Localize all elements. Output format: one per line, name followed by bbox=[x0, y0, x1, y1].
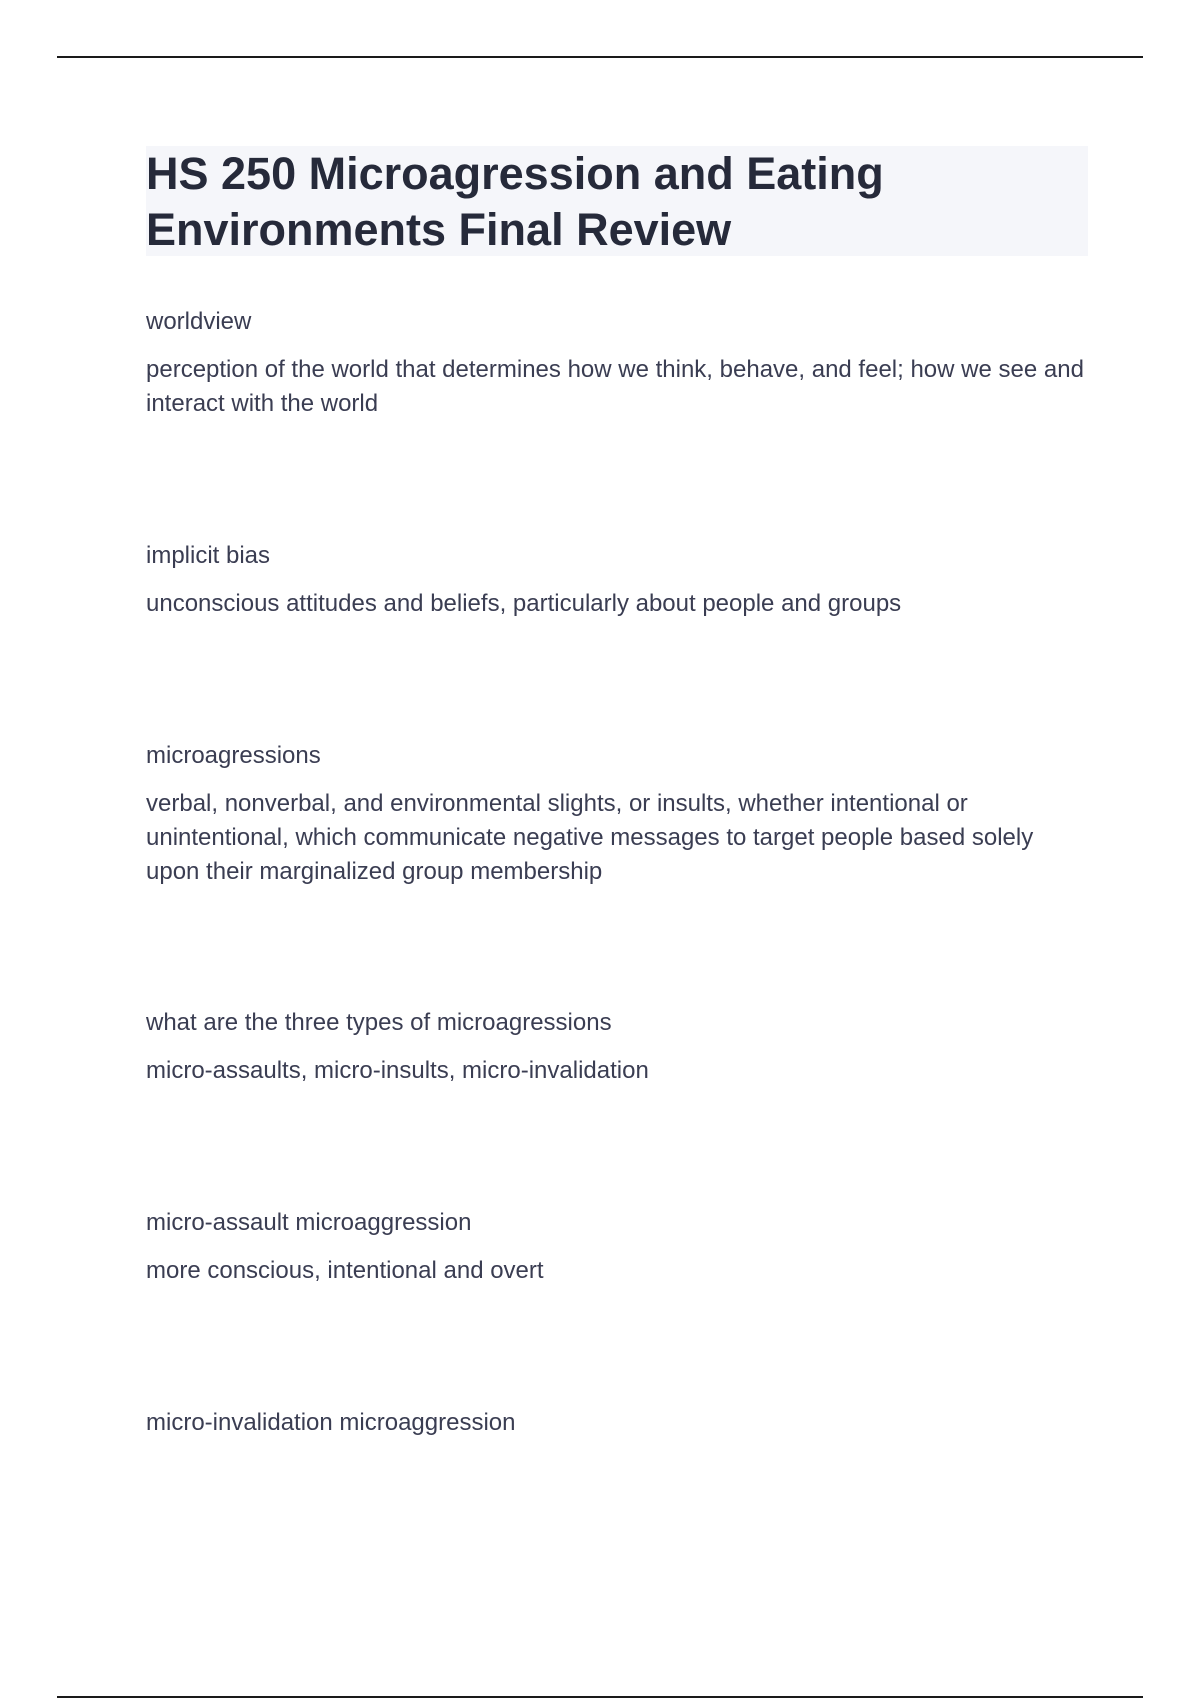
top-rule bbox=[57, 56, 1143, 58]
card-term: worldview bbox=[146, 308, 252, 335]
card-definition: micro-assaults, micro-insults, micro-invalidation bbox=[146, 1057, 649, 1084]
card-term: micro-invalidation microaggression bbox=[146, 1409, 516, 1436]
document-title: HS 250 Microagression and Eating Environments Final Review bbox=[146, 148, 884, 255]
flashcard-microagressions bbox=[146, 741, 1086, 889]
card-term: what are the three types of microagressions bbox=[146, 1009, 612, 1036]
card-definition: more conscious, intentional and overt bbox=[146, 1257, 544, 1284]
card-term: microagressions bbox=[146, 742, 321, 769]
flashcard-micro-invalidation bbox=[146, 1408, 1086, 1454]
bottom-rule bbox=[57, 1696, 1143, 1698]
card-term: implicit bias bbox=[146, 542, 271, 569]
flashcard-three-types bbox=[146, 1008, 1086, 1088]
title-block bbox=[146, 146, 1088, 256]
card-term: micro-assault microaggression bbox=[146, 1209, 472, 1236]
flashcard-micro-assault bbox=[146, 1208, 1086, 1288]
flashcard-implicit-bias bbox=[146, 541, 1086, 621]
card-definition: verbal, nonverbal, and environmental slights, or insults, whether intentional or unintentional, which communicate negative messages to target people based solely upon their marginalized group membership bbox=[146, 790, 1034, 885]
card-definition: unconscious attitudes and beliefs, particularly about people and groups bbox=[146, 590, 902, 617]
flashcard-worldview bbox=[146, 307, 1086, 421]
card-definition: perception of the world that determines how we think, behave, and feel; how we see and interact with the world bbox=[146, 356, 1084, 417]
